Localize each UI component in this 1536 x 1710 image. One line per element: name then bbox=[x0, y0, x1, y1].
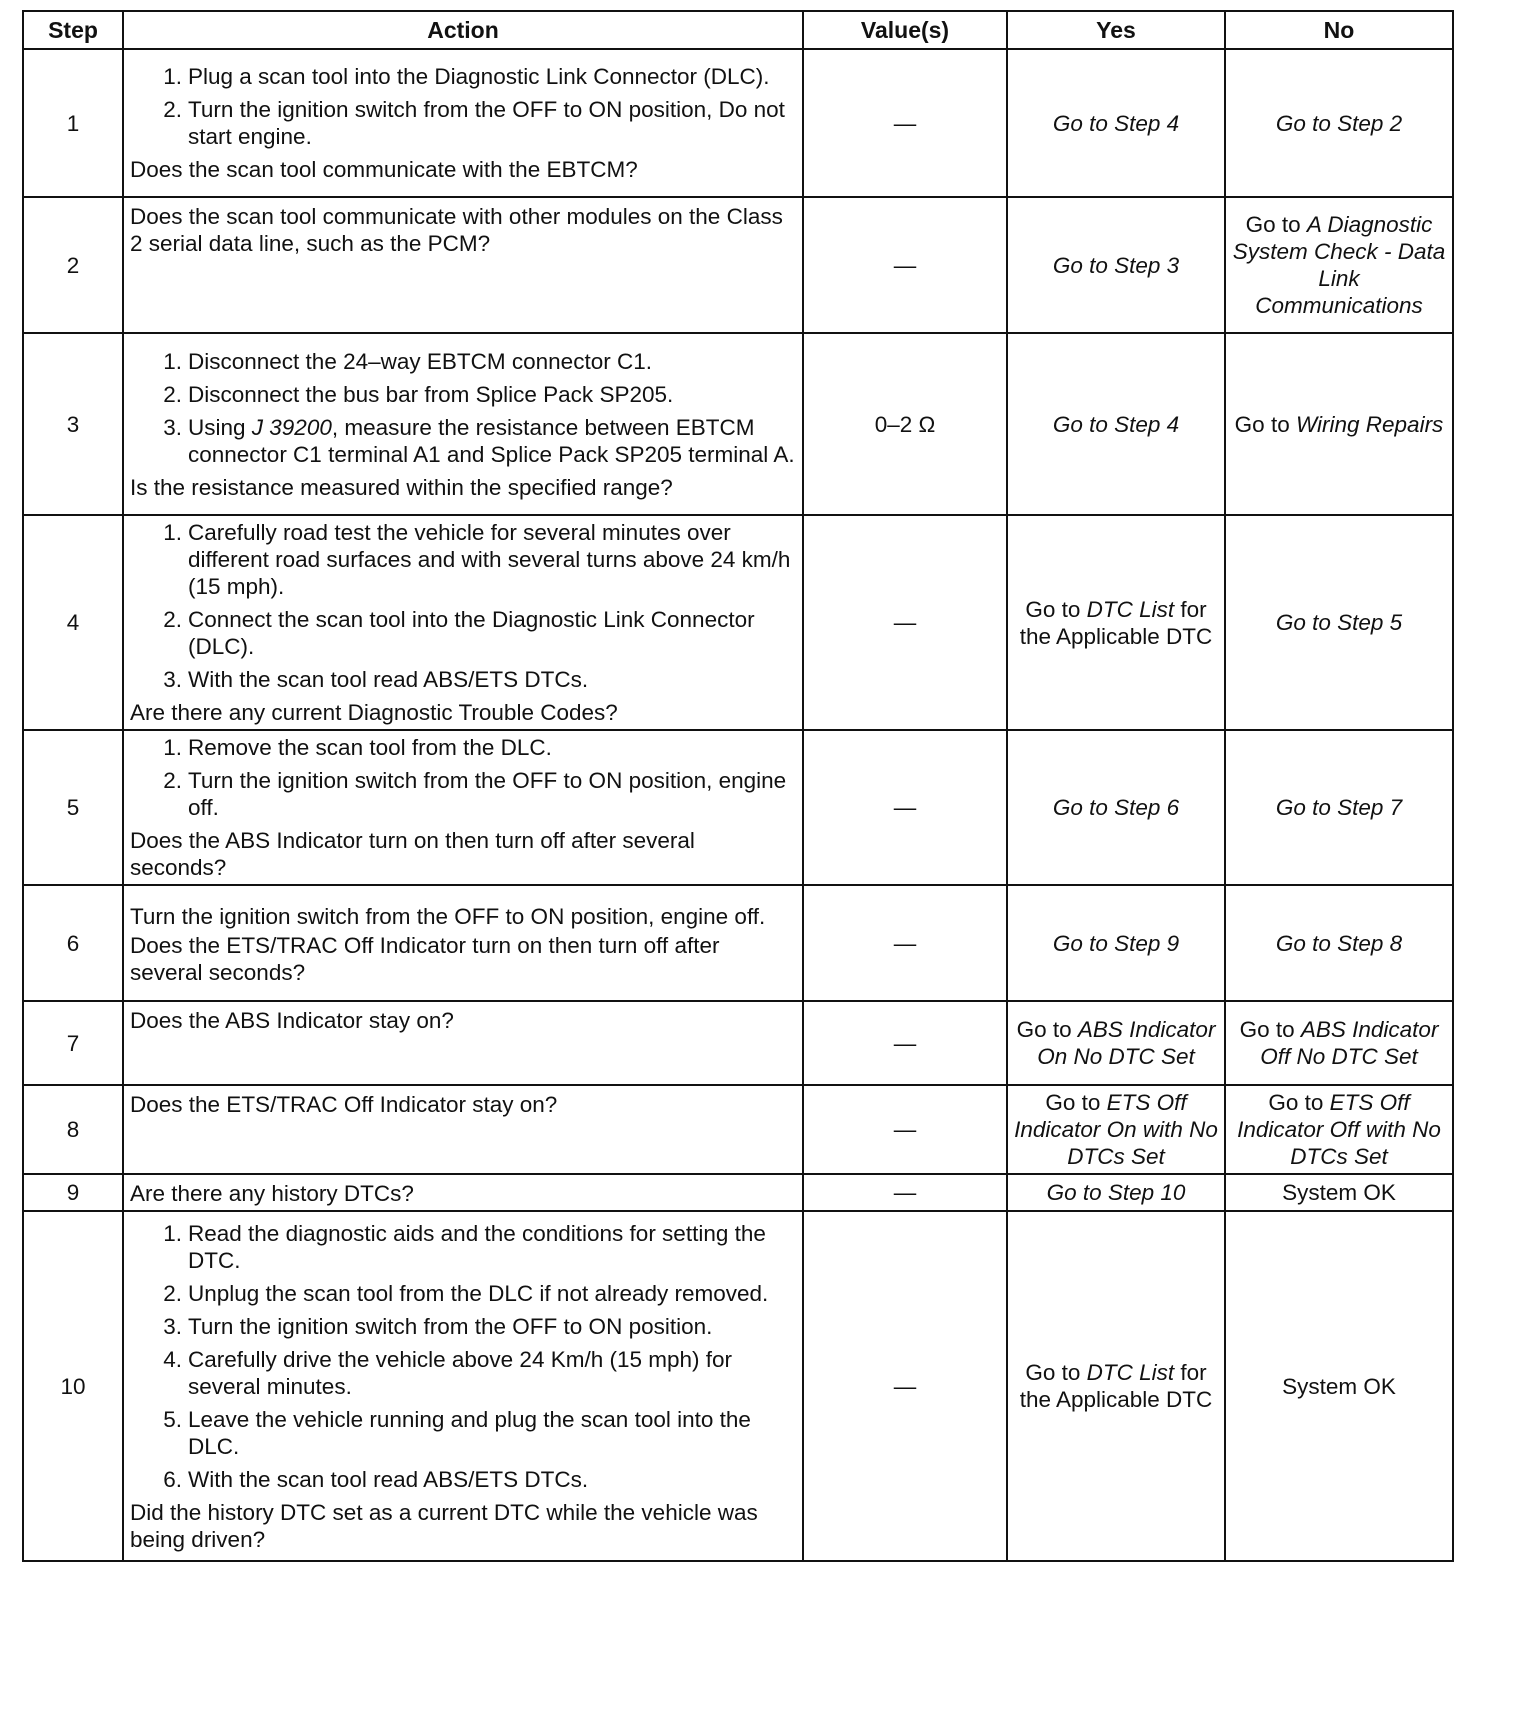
action-cell bbox=[123, 885, 803, 1001]
value-cell: — bbox=[803, 885, 1007, 1001]
step-number: 5 bbox=[23, 730, 123, 885]
action-step: Using J 39200, measure the resistance between EBTCM connector C1 terminal A1 and Splice Pack SP205 terminal A. bbox=[188, 414, 795, 467]
value-cell: — bbox=[803, 1174, 1007, 1211]
no-prefix: System OK bbox=[1282, 1373, 1396, 1399]
no-prefix: System OK bbox=[1282, 1180, 1396, 1205]
action-cell bbox=[123, 333, 803, 515]
yes-target: Go to Step 6 bbox=[1052, 795, 1180, 820]
table-row bbox=[23, 1174, 1453, 1211]
no-cell bbox=[1225, 515, 1453, 730]
table-row bbox=[23, 730, 1453, 885]
no-target: ETS Off Indicator Off with No DTCs Set bbox=[1237, 1090, 1441, 1169]
yes-target: DTC List bbox=[1086, 596, 1175, 622]
no-cell bbox=[1225, 1001, 1453, 1085]
value-cell: — bbox=[803, 730, 1007, 885]
action-step: Plug a scan tool into the Diagnostic Link Connector (DLC). bbox=[188, 64, 770, 89]
no-prefix: Go to bbox=[1245, 212, 1307, 237]
yes-cell bbox=[1007, 885, 1225, 1001]
action-steps bbox=[130, 1220, 796, 1493]
no-target: Go to Step 5 bbox=[1275, 610, 1403, 635]
action-question: Does the scan tool communicate with the EBTCM? bbox=[130, 157, 638, 182]
no-target: Go to Step 7 bbox=[1275, 795, 1403, 820]
value-cell: — bbox=[803, 197, 1007, 333]
action-question: Does the scan tool communicate with other modules on the Class 2 serial data line, such as the PCM? bbox=[130, 204, 783, 256]
step-number: 9 bbox=[23, 1174, 123, 1211]
step-number: 3 bbox=[23, 333, 123, 515]
value-cell: — bbox=[803, 515, 1007, 730]
yes-cell bbox=[1007, 515, 1225, 730]
no-target: ABS Indicator Off No DTC Set bbox=[1260, 1017, 1439, 1069]
action-cell bbox=[123, 1211, 803, 1561]
action-question: Does the ETS/TRAC Off Indicator stay on? bbox=[130, 1092, 558, 1117]
action-cell bbox=[123, 1174, 803, 1211]
yes-cell bbox=[1007, 1085, 1225, 1174]
step-number: 7 bbox=[23, 1001, 123, 1085]
yes-prefix: Go to bbox=[1025, 1360, 1087, 1385]
yes-prefix: Go to bbox=[1016, 1017, 1078, 1042]
no-cell bbox=[1225, 49, 1453, 197]
no-prefix: Go to bbox=[1239, 1017, 1301, 1042]
action-step: Turn the ignition switch from the OFF to ON position, Do not start engine. bbox=[188, 97, 785, 149]
action-cell bbox=[123, 1001, 803, 1085]
action-cell bbox=[123, 197, 803, 333]
tool-reference: J 39200 bbox=[251, 414, 332, 440]
action-question: Are there any history DTCs? bbox=[130, 1181, 414, 1206]
action-step: Turn the ignition switch from the OFF to ON position. bbox=[188, 1313, 713, 1339]
yes-target: Go to Step 9 bbox=[1052, 930, 1180, 956]
yes-cell bbox=[1007, 1174, 1225, 1211]
yes-cell bbox=[1007, 1211, 1225, 1561]
action-steps bbox=[130, 63, 796, 150]
table-row bbox=[23, 515, 1453, 730]
action-cell bbox=[123, 49, 803, 197]
table-row bbox=[23, 49, 1453, 197]
yes-suffix: for the Applicable DTC bbox=[1019, 1360, 1213, 1412]
action-step: Carefully drive the vehicle above 24 Km/h (15 mph) for several minutes. bbox=[188, 1346, 733, 1399]
step-number: 4 bbox=[23, 515, 123, 730]
action-question: Does the ETS/TRAC Off Indicator turn on then turn off after several seconds? bbox=[130, 932, 720, 985]
no-cell bbox=[1225, 333, 1453, 515]
yes-cell bbox=[1007, 333, 1225, 515]
action-question: Are there any current Diagnostic Trouble Codes? bbox=[130, 700, 618, 725]
step-number: 8 bbox=[23, 1085, 123, 1174]
action-step: Turn the ignition switch from the OFF to ON position, engine off. bbox=[188, 768, 787, 820]
action-cell bbox=[123, 515, 803, 730]
step-number: 10 bbox=[23, 1211, 123, 1561]
action-question: Turn the ignition switch from the OFF to ON position, engine off. bbox=[130, 903, 766, 929]
value-cell: — bbox=[803, 49, 1007, 197]
no-target: A Diagnostic System Check - Data Link Communications bbox=[1232, 212, 1446, 318]
table-row bbox=[23, 197, 1453, 333]
diagnostic-table bbox=[22, 10, 1454, 1562]
action-steps bbox=[130, 519, 796, 693]
yes-cell bbox=[1007, 49, 1225, 197]
action-question: Does the ABS Indicator turn on then turn off after several seconds? bbox=[130, 828, 695, 880]
yes-cell bbox=[1007, 730, 1225, 885]
action-cell bbox=[123, 1085, 803, 1174]
no-cell bbox=[1225, 1174, 1453, 1211]
action-step: Remove the scan tool from the DLC. bbox=[188, 735, 552, 760]
header-no: No bbox=[1225, 11, 1453, 49]
action-question: Did the history DTC set as a current DTC while the vehicle was being driven? bbox=[130, 1499, 758, 1552]
yes-target: DTC List bbox=[1086, 1360, 1175, 1385]
yes-target: Go to Step 4 bbox=[1052, 411, 1180, 437]
table-row bbox=[23, 1085, 1453, 1174]
yes-suffix: for the Applicable DTC bbox=[1019, 596, 1213, 649]
yes-prefix: Go to bbox=[1045, 1090, 1107, 1115]
header-yes: Yes bbox=[1007, 11, 1225, 49]
action-step: Carefully road test the vehicle for several minutes over different road surfaces and with several turns above 24 km/h (15 mph). bbox=[188, 520, 791, 599]
value-cell: — bbox=[803, 1001, 1007, 1085]
action-cell bbox=[123, 730, 803, 885]
step-number: 1 bbox=[23, 49, 123, 197]
no-cell bbox=[1225, 885, 1453, 1001]
table-row bbox=[23, 885, 1453, 1001]
action-question: Is the resistance measured within the specified range? bbox=[130, 474, 673, 500]
action-question: Does the ABS Indicator stay on? bbox=[130, 1008, 454, 1033]
yes-target: ABS Indicator On No DTC Set bbox=[1037, 1017, 1216, 1069]
action-step: With the scan tool read ABS/ETS DTCs. bbox=[188, 667, 589, 692]
no-cell bbox=[1225, 1085, 1453, 1174]
action-step: Connect the scan tool into the Diagnostic Link Connector (DLC). bbox=[188, 607, 755, 659]
table-row bbox=[23, 1211, 1453, 1561]
value-cell: — bbox=[803, 1211, 1007, 1561]
action-steps bbox=[130, 348, 796, 468]
yes-target: Go to Step 3 bbox=[1052, 252, 1180, 278]
action-step: With the scan tool read ABS/ETS DTCs. bbox=[188, 1466, 589, 1492]
yes-cell bbox=[1007, 197, 1225, 333]
no-cell bbox=[1225, 730, 1453, 885]
no-cell bbox=[1225, 1211, 1453, 1561]
yes-target: Go to Step 10 bbox=[1046, 1180, 1186, 1205]
no-target: Go to Step 8 bbox=[1275, 930, 1403, 956]
action-steps bbox=[130, 734, 796, 821]
no-target: Go to Step 2 bbox=[1275, 110, 1403, 136]
action-step: Unplug the scan tool from the DLC if not already removed. bbox=[188, 1280, 769, 1306]
action-step: Read the diagnostic aids and the conditions for setting the DTC. bbox=[188, 1220, 766, 1273]
no-prefix: Go to bbox=[1234, 411, 1296, 437]
value-cell: 0–2 Ω bbox=[803, 333, 1007, 515]
header-action: Action bbox=[123, 11, 803, 49]
yes-prefix: Go to bbox=[1025, 596, 1087, 622]
no-prefix: Go to bbox=[1268, 1090, 1330, 1115]
value-cell: — bbox=[803, 1085, 1007, 1174]
action-step: Disconnect the bus bar from Splice Pack SP205. bbox=[188, 381, 674, 407]
no-target: Wiring Repairs bbox=[1295, 411, 1444, 437]
action-step: Leave the vehicle running and plug the scan tool into the DLC. bbox=[188, 1406, 751, 1459]
table-row bbox=[23, 1001, 1453, 1085]
header-values: Value(s) bbox=[803, 11, 1007, 49]
table-row bbox=[23, 333, 1453, 515]
yes-cell bbox=[1007, 1001, 1225, 1085]
step-number: 2 bbox=[23, 197, 123, 333]
action-step: Disconnect the 24–way EBTCM connector C1. bbox=[188, 348, 652, 374]
yes-target: Go to Step 4 bbox=[1052, 110, 1180, 136]
step-number: 6 bbox=[23, 885, 123, 1001]
no-cell bbox=[1225, 197, 1453, 333]
header-step: Step bbox=[23, 11, 123, 49]
yes-target: ETS Off Indicator On with No DTCs Set bbox=[1014, 1090, 1218, 1169]
header-row bbox=[23, 11, 1453, 49]
